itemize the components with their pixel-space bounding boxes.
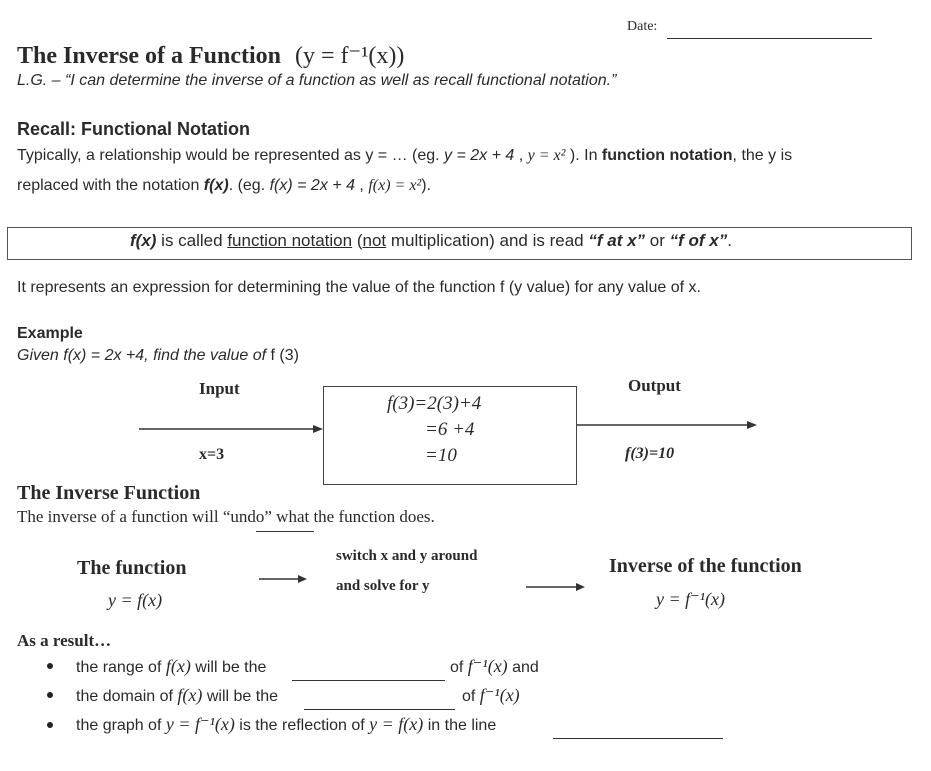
b1-post: and [507, 659, 539, 676]
output-value: f(3)=10 [625, 445, 675, 462]
note-fill-not: not [362, 231, 387, 250]
example-given-post: = 2x +4, find the value of [86, 347, 271, 364]
recall-line-1-mid: ). In [565, 147, 602, 164]
bullet-2-dot [47, 692, 53, 698]
note-read-as: and is read [494, 231, 589, 250]
domain-answer-line[interactable] [304, 709, 455, 710]
note-multiplication: multiplication [386, 231, 490, 250]
note-f-of-x: “f of x” [669, 231, 728, 250]
bullet-2-text [76, 685, 278, 706]
note-paren-close: ) [489, 231, 495, 250]
recall-heading: Recall: Functional Notation [17, 119, 251, 139]
b1-mid: will be the [190, 659, 267, 676]
example-given-fx: f(x) [63, 347, 87, 364]
b2-of: of [462, 688, 480, 705]
reflection-line-answer[interactable] [553, 738, 723, 739]
inverse-description [17, 507, 435, 527]
note-fx: f(x) [130, 231, 157, 250]
function-formula: y = f(x) [108, 590, 163, 610]
inverse-description-text: The inverse of a function will “undo” what the function does [17, 507, 431, 526]
recall-function-notation: function notation [601, 147, 733, 164]
output-arrow [577, 421, 757, 429]
bullet-3-text [76, 714, 496, 735]
bullet-3-dot [47, 722, 53, 728]
represents-text: It represents an expression for determining the value of the function f (y value) for any value of x. [17, 279, 701, 296]
box-line-1: f(3)=2(3)+4 [387, 393, 482, 414]
bullet-1-tail [450, 656, 539, 677]
b2-fx: f(x) [177, 685, 203, 705]
box-line-2: =6 +4 [425, 419, 475, 440]
page-title-formula: (y = f⁻¹(x)) [295, 43, 405, 69]
recall-fx-notation: f(x) [203, 177, 229, 194]
note-fill-function-notation: function notation [227, 231, 353, 250]
recall-line-2-post: ). [421, 177, 431, 194]
note-or: or [645, 231, 670, 250]
note-is-called: is called [156, 231, 228, 250]
learning-goal: L.G. – “I can determine the inverse of a function as well as recall functional notation.” [17, 72, 617, 89]
b1-of: of [450, 659, 468, 676]
example-given-pre: Given [17, 347, 64, 364]
b3-mid: is the reflection of [234, 717, 370, 734]
example-heading: Example [17, 325, 83, 342]
step-switch: switch x and y around [336, 548, 478, 564]
input-label: Input [199, 379, 240, 398]
bullet-2-tail [462, 685, 520, 706]
recall-sep-1: , [514, 147, 528, 164]
b3-fx: y = f(x) [369, 714, 424, 734]
b1-finv: f⁻¹(x) [467, 656, 508, 676]
inverse-arrow [526, 583, 585, 591]
recall-line-2-pre: replaced with the notation [17, 177, 204, 194]
undo-underline [256, 531, 314, 532]
inverse-label: Inverse of the function [609, 555, 802, 577]
recall-line-2-mid: . (eg. [228, 177, 270, 194]
input-value: x=3 [199, 446, 225, 463]
page-title-text: The Inverse of a Function [17, 43, 281, 69]
b3-post: in the line [423, 717, 497, 734]
bullet-1-dot [47, 663, 53, 669]
output-label: Output [628, 376, 681, 395]
recall-line-1-pre: Typically, a relationship would be represented as y = … (eg. [17, 147, 445, 164]
note-paren-open: ( [352, 231, 363, 250]
function-arrow [259, 575, 307, 583]
b1-pre: the range of [76, 659, 166, 676]
function-label: The function [77, 557, 187, 579]
recall-eg-3: f(x) = 2x + 4 [269, 177, 355, 194]
recall-eg-1: y = 2x + 4 [444, 147, 515, 164]
box-line-3: =10 [425, 445, 457, 466]
result-heading: As a result… [17, 631, 112, 650]
note-f-at-x: “f at x” [588, 231, 646, 250]
inverse-formula: y = f⁻¹(x) [656, 589, 726, 609]
b2-pre: the domain of [76, 688, 178, 705]
inverse-description-period: . [430, 507, 435, 526]
range-answer-line[interactable] [292, 680, 445, 681]
recall-eg-4: f(x) = x² [368, 177, 422, 194]
step-solve: and solve for y [336, 578, 430, 594]
b2-mid: will be the [202, 688, 278, 705]
recall-eg-2: y = x² [527, 147, 566, 164]
input-arrow [139, 425, 323, 433]
date-label: Date: [627, 19, 658, 34]
b2-finv: f⁻¹(x) [479, 685, 520, 705]
inverse-heading: The Inverse Function [17, 482, 201, 504]
note-period: . [727, 231, 732, 250]
b3-finv: y = f⁻¹(x) [165, 714, 235, 734]
recall-line-1-post: , the y is [732, 147, 793, 164]
bullet-1-text [76, 656, 266, 677]
b3-pre: the graph of [76, 717, 166, 734]
b1-fx: f(x) [165, 656, 191, 676]
example-given-target: f (3) [270, 347, 299, 364]
recall-sep-2: , [354, 177, 369, 194]
